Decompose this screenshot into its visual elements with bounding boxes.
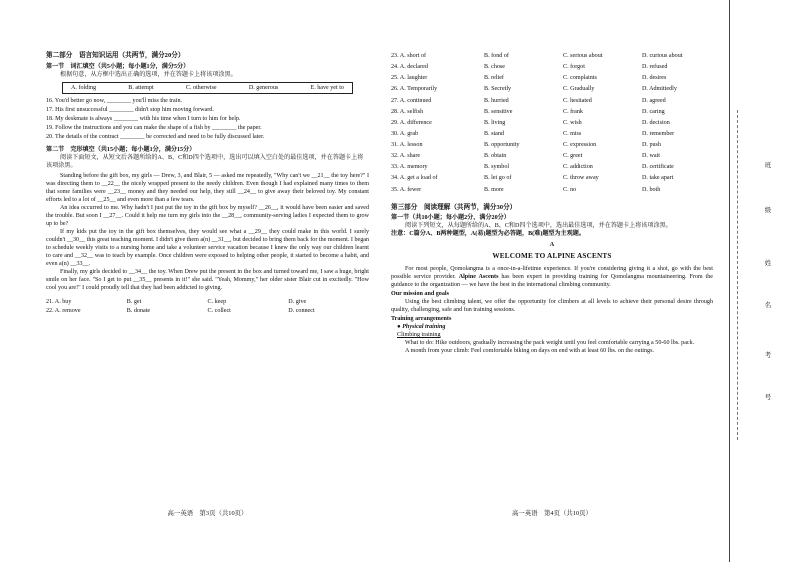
part1-instructions: 阅读下列短文，从每题所给的A、B、C和D四个选项中，选出最佳选项，并在答题卡上将该项涂黑。 xyxy=(405,223,672,230)
margin-label-number-1: 考 xyxy=(764,352,772,359)
option-a: 35. A. fewer xyxy=(391,186,422,193)
option-b: B. symbol xyxy=(484,164,510,171)
option-c: C. throw away xyxy=(563,175,599,182)
option-c: C. forgot xyxy=(563,64,585,71)
binding-line xyxy=(729,0,730,562)
option-b: B. obtain xyxy=(484,153,507,160)
intro-text-a: For most people, Qomolangma is a once-in-a-lifetime experience. If you're considering giving it a shot, go with the best possible service provider. xyxy=(391,265,713,280)
option-d: D. curious about xyxy=(642,53,683,59)
option-b: B. fond of xyxy=(484,53,509,59)
cloze-paragraph-3: If my kids put the toy in the gift box themselves, they would see what a __29__ they could make in this world. I surely couldn't __30__ this great teaching moment. I didn't give them a(n) __31__, but decided to bring them back for the moment. I began to schedule weekly visits to a nursing home and take a volunteer service vacation because I knew the only way our children learnt to care and __32__ was to teach by example. Once children were exposed to helping other people, it started to become a habit, and even a(n) __33__. xyxy=(46,229,369,268)
option-d: D. refused xyxy=(642,64,668,71)
question-18: 18. My deskmate is always ________ with his time when I turn to him for help. xyxy=(46,115,241,122)
margin-label-number-2: 号 xyxy=(764,394,772,401)
margin-label-name-1: 姓 xyxy=(764,260,772,267)
option-a: 24. A. declared xyxy=(391,64,428,71)
word-option: A. folding xyxy=(71,84,97,91)
margin-label-name-2: 名 xyxy=(764,302,772,309)
options-21 xyxy=(46,298,369,306)
option-a: 34. A. get a load of xyxy=(391,175,438,182)
margin-label-class-1: 班 xyxy=(764,162,772,169)
part2-title: 第二节 完形填空（共15小题；每小题1分，满分15分） xyxy=(46,146,196,153)
option: D. connect xyxy=(288,307,315,314)
question-16: 16. You'd better go now, ________ you'll miss the train. xyxy=(46,97,183,104)
option-b: B. relief xyxy=(484,75,504,82)
option-d: D. Admittedly xyxy=(642,86,677,93)
part1-title: 第一节 词汇填空（共5小题；每小题1分，满分5分） xyxy=(46,63,190,70)
article-title: WELCOME TO ALPINE ASCENTS xyxy=(492,252,612,261)
part1-title: 第一节（共10小题；每小题2分，满分20分） xyxy=(391,215,510,222)
option-b: B. sensitive xyxy=(484,108,513,115)
option-c: C. no xyxy=(563,186,577,193)
option-d: D. take apart xyxy=(642,175,674,182)
word-option: C. otherwise xyxy=(185,84,217,91)
option-c: C. addiction xyxy=(563,164,593,171)
climbing-paragraph: What to do: Hike outdoors, gradually increasing the pack weight until you feel comfortable carrying a 50-60 lbs. pack. xyxy=(405,340,695,347)
word-box xyxy=(62,82,353,94)
option-a: 26. A. Temporarily xyxy=(391,86,438,93)
question-17: 17. His first unsuccessful ________ didn't stop him moving forward. xyxy=(46,106,214,113)
cloze-paragraph-4: Finally, my girls decided to __34__ the toy. When Drew put the present in the box and turned toward me, I saw a huge, bright smile on her face. "So I get to put __35__ presents in it!" she said. "Yeah, Mommy," her older sister Blair cut in excitedly. "How cool you are!" I could proudly tell that they had been addicted to giving. xyxy=(46,269,369,292)
section-title: 第二部分 语言知识运用（共两节，满分20分） xyxy=(46,52,185,59)
option-d: D. agreed xyxy=(642,97,666,104)
option-c: C. greet xyxy=(563,153,583,160)
option-c: C. frank xyxy=(563,108,583,115)
option-c: C. Gradually xyxy=(563,86,595,93)
option-a: 29. A. difference xyxy=(391,119,432,126)
margin-label-class-2: 级 xyxy=(764,207,772,214)
part1-instructions: 根据句意，从方框中选出正确的选项，并在答题卡上将该项涂黑。 xyxy=(60,71,237,78)
heading-training: Training arrangements xyxy=(391,316,452,323)
cloze-paragraph-1: Standing before the gift box, my girls — Drew, 3, and Blair, 5 — asked me repeatedly, "Why can't we __21__ the toy here?" I was directing them to __22__ the nicely wrapped present to the needy children. Even though I had explained many times to them that some families were __23__ money and they needed our help, they still __24__ to give away their beloved toy. My constant efforts led to a lot of __25__ and even more than a few tears. xyxy=(46,173,369,204)
option-d: D. push xyxy=(642,142,661,148)
option-a: 23. A. short of xyxy=(391,53,427,59)
option: B. donate xyxy=(126,307,151,314)
option-a: 27. A. continued xyxy=(391,97,432,104)
part2-instructions: 阅读下面短文，从短文后各题所给的A、B、C和D四个选项中，选出可以填入空白处的最佳选项，并在答题卡上将该项涂黑。 xyxy=(46,154,364,170)
option-a: 32. A. share xyxy=(391,153,421,160)
option: D. give xyxy=(288,298,307,305)
option-c: C. serious about xyxy=(563,53,603,59)
option: 21. A. buy xyxy=(46,298,72,305)
option-b: B. let go of xyxy=(484,175,512,182)
word-option: E. have yet to xyxy=(310,84,344,91)
mission-paragraph: Using the best climbing talent, we offer the opportunity for climbers at all levels to achieve their personal desire through quality, challenging, safe and fun training sessions. xyxy=(391,298,713,314)
intro-text-b: has been expert in providing training for Qomolangma mountaineering. From the guidance to the organization — we have the best in the international climbing community. xyxy=(391,273,713,288)
answer-options-table xyxy=(391,52,713,194)
intro-paragraph xyxy=(391,265,713,289)
question-20: 20. The details of the contract ________ be corrected and need to be fully discussed later. xyxy=(46,133,265,140)
option-a: 30. A. grab xyxy=(391,130,419,137)
option: C. collect xyxy=(207,307,231,314)
option-b: B. Secretly xyxy=(484,86,512,93)
option-c: C. hesitated xyxy=(563,97,592,104)
option-d: D. desires xyxy=(642,75,667,82)
note: 注意：C篇分A、B两种题型，A(易)题型为必答题，B(难)题型为主观题。 xyxy=(391,231,585,238)
page-footer: 高一英语 第4页（共10页） xyxy=(512,509,592,517)
option-d: D. decision xyxy=(642,119,670,126)
page-3 xyxy=(46,0,369,562)
bullet-physical-training: ● Physical training xyxy=(397,324,446,331)
page-footer: 高一英语 第3页（共10页） xyxy=(167,509,248,517)
option-d: D. wait xyxy=(642,153,660,160)
option-c: C. wish xyxy=(563,119,582,126)
option-a: 28. A. selfish xyxy=(391,108,424,115)
binding-margin xyxy=(713,0,794,562)
word-option: D. generous xyxy=(248,84,279,91)
option-a: 31. A. lesson xyxy=(391,142,423,148)
section-title: 第三部分 阅读理解（共两节，满分30分） xyxy=(391,203,517,211)
option: 22. A. remove xyxy=(46,307,81,314)
word-option: B. attempt xyxy=(128,84,154,91)
option: B. get xyxy=(126,298,142,305)
option: C. keep xyxy=(207,298,227,305)
option-c: C. miss xyxy=(563,130,582,137)
option-a: 33. A. memory xyxy=(391,164,428,171)
option-b: B. more xyxy=(484,186,504,193)
option-b: B. opportunity xyxy=(484,142,520,148)
month-paragraph: A month from your climb: Feel comfortable biking on days on end with at least 60 lbs. on the outings. xyxy=(405,348,654,355)
cut-line xyxy=(737,110,738,440)
heading-climbing-training: Climbing training xyxy=(397,332,441,339)
option-b: B. stand xyxy=(484,130,504,137)
option-b: B. hurried xyxy=(484,97,509,104)
option-c: C. expression xyxy=(563,142,597,148)
option-d: D. remember xyxy=(642,130,675,137)
option-d: D. certificate xyxy=(642,164,674,171)
cloze-paragraph-2: An idea occurred to me. Why hadn't I just put the toy in the gift box by myself? __26__, it would have been easier and saved the trouble. But soon I __27__. Could it help me turn my girls into the __28__, community-serving ladies I expected them to grow up to be? xyxy=(46,205,369,228)
option-d: D. caring xyxy=(642,108,665,115)
question-19: 19. Follow the instructions and you can make the shape of a fish by ________ the paper. xyxy=(46,124,262,131)
page-4 xyxy=(391,0,713,562)
passage-letter: A xyxy=(549,242,555,249)
options-22 xyxy=(46,307,369,315)
brand-name: Alpine Ascents xyxy=(458,273,499,280)
option-c: C. complaints xyxy=(563,75,597,82)
heading-mission: Our mission and goals xyxy=(391,290,449,297)
option-b: B. chose xyxy=(484,64,505,71)
option-a: 25. A. laughter xyxy=(391,75,428,82)
option-d: D. both xyxy=(642,186,661,193)
option-b: B. living xyxy=(484,119,506,126)
